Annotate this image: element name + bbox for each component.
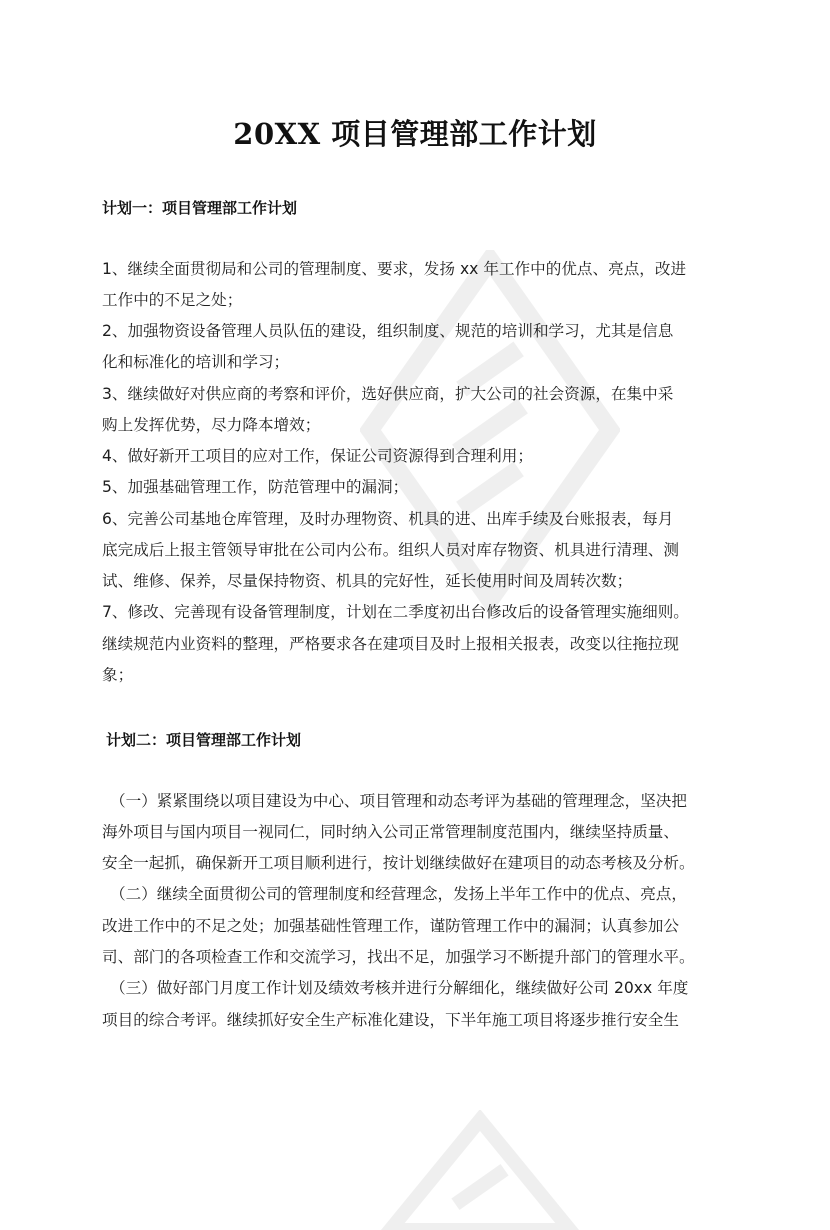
paragraph-line: 象；	[102, 666, 134, 684]
paragraph-line: 4、做好新开工项目的应对工作，保证公司资源得到合理利用；	[102, 447, 533, 465]
paragraph-line: 工作中的不足之处；	[102, 291, 243, 309]
paragraph-line: 改进工作中的不足之处；加强基础性管理工作，谨防管理工作中的漏洞；认真参加公	[102, 917, 679, 935]
section-heading-plan-one: 计划一：项目管理部工作计划	[102, 199, 298, 217]
paragraph-line: 海外项目与国内项目一视同仁，同时纳入公司正常管理制度范围内，继续坚持质量、	[102, 823, 679, 841]
document-title: 20XX 项目管理部工作计划	[233, 117, 597, 151]
section-heading-plan-two: 计划二：项目管理部工作计划	[106, 731, 302, 749]
paragraph-line: （二）继续全面贯彻公司的管理制度和经营理念，发扬上半年工作中的优点、亮点，	[110, 885, 687, 903]
watermark-icon	[380, 1110, 580, 1230]
paragraph-line: 6、完善公司基地仓库管理，及时办理物资、机具的进、出库手续及台账报表，每月	[102, 510, 674, 528]
paragraph-line: 试、维修、保养，尽量保持物资、机具的完好性，延长使用时间及周转次数；	[102, 572, 633, 590]
paragraph-line: （一）紧紧围绕以项目建设为中心、项目管理和动态考评为基础的管理理念，坚决把	[110, 792, 687, 810]
paragraph-line: 安全一起抓，确保新开工项目顺利进行，按计划继续做好在建项目的动态考核及分析。	[102, 854, 695, 872]
paragraph-line: （三）做好部门月度工作计划及绩效考核并进行分解细化，继续做好公司 20xx 年度	[110, 979, 689, 997]
paragraph-line: 5、加强基础管理工作，防范管理中的漏洞；	[102, 478, 409, 496]
paragraph-line: 化和标准化的培训和学习；	[102, 353, 290, 371]
paragraph-line: 司、部门的各项检查工作和交流学习，找出不足，加强学习不断提升部门的管理水平。	[102, 948, 695, 966]
paragraph-line: 1、继续全面贯彻局和公司的管理制度、要求，发扬 xx 年工作中的优点、亮点，改进	[102, 260, 687, 278]
paragraph-line: 7、修改、完善现有设备管理制度，计划在二季度初出台修改后的设备管理实施细则。	[102, 603, 689, 621]
paragraph-line: 继续规范内业资料的整理，严格要求各在建项目及时上报相关报表，改变以往拖拉现	[102, 635, 679, 653]
paragraph-line: 3、继续做好对供应商的考察和评价，选好供应商，扩大公司的社会资源，在集中采	[102, 385, 674, 403]
paragraph-line: 2、加强物资设备管理人员队伍的建设，组织制度、规范的培训和学习，尤其是信息	[102, 322, 674, 340]
paragraph-line: 项目的综合考评。继续抓好安全生产标准化建设，下半年施工项目将逐步推行安全生	[102, 1011, 679, 1029]
paragraph-line: 购上发挥优势，尽力降本增效；	[102, 416, 321, 434]
paragraph-line: 底完成后上报主管领导审批在公司内公布。组织人员对库存物资、机具进行清理、测	[102, 541, 679, 559]
